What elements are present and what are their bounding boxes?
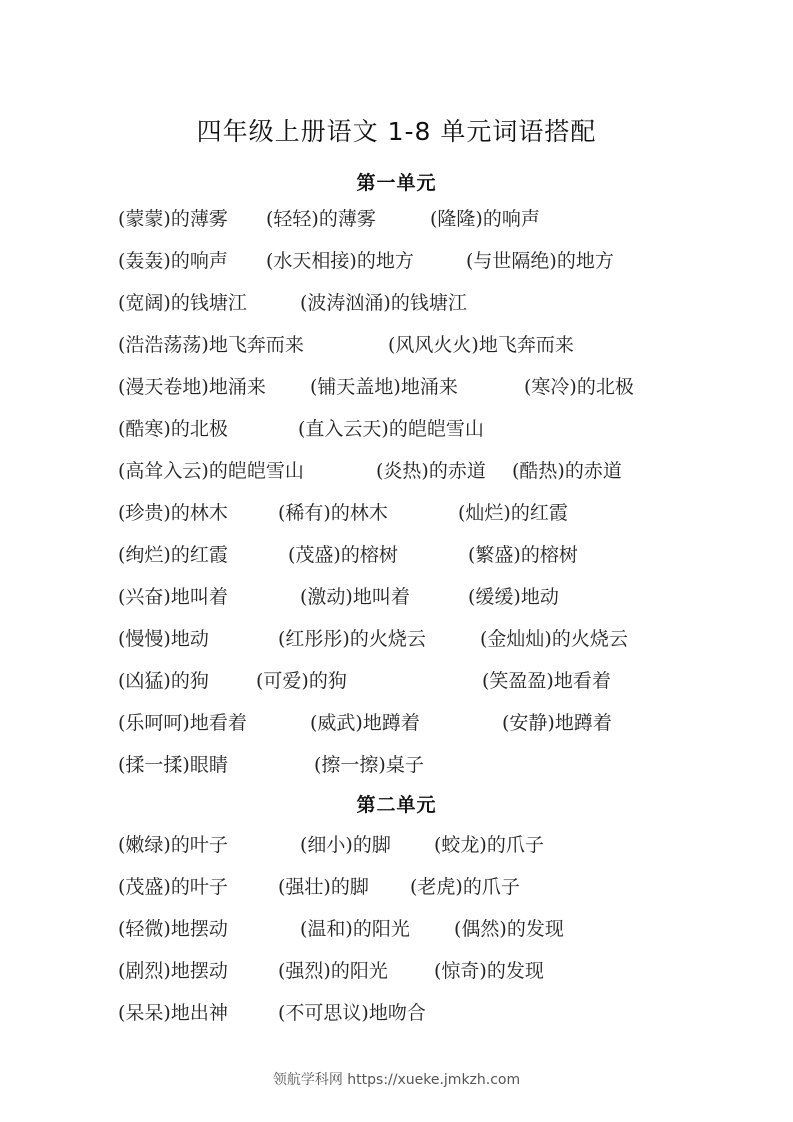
- phrase-row: [118, 956, 718, 986]
- phrase-item: (不可思议)地吻合: [278, 1002, 426, 1024]
- phrase-row: [118, 204, 718, 234]
- phrase-item: (茂盛)的榕树: [288, 544, 398, 566]
- phrase-item: (兴奋)地叫着: [118, 586, 228, 608]
- phrase-row: [118, 372, 718, 402]
- phrase-row: [118, 708, 718, 738]
- phrase-row: [118, 498, 718, 528]
- phrase-row: [118, 330, 718, 360]
- phrase-item: (乐呵呵)地看着: [118, 712, 247, 734]
- phrase-item: (缓缓)地动: [468, 586, 559, 608]
- phrase-row: [118, 830, 718, 860]
- phrase-row: [118, 998, 718, 1028]
- phrase-row: [118, 540, 718, 570]
- phrase-item: (蒙蒙)的薄雾: [118, 208, 228, 230]
- phrase-item: (强壮)的脚: [278, 876, 369, 898]
- phrase-item: (绚烂)的红霞: [118, 544, 228, 566]
- phrase-item: (酷热)的赤道: [512, 460, 622, 482]
- phrase-item: (与世隔绝)的地方: [466, 250, 614, 272]
- phrase-item: (威武)地蹲着: [310, 712, 420, 734]
- phrase-item: (嫩绿)的叶子: [118, 834, 228, 856]
- phrase-item: (强烈)的阳光: [278, 960, 388, 982]
- phrase-item: (轻微)地摆动: [118, 918, 228, 940]
- phrase-item: (珍贵)的林木: [118, 502, 228, 524]
- phrase-item: (轻轻)的薄雾: [266, 208, 376, 230]
- phrase-item: (宽阔)的钱塘江: [118, 292, 247, 314]
- phrase-item: (笑盈盈)地看着: [482, 670, 611, 692]
- phrase-item: (擦一擦)桌子: [314, 754, 424, 776]
- phrase-item: (炎热)的赤道: [376, 460, 486, 482]
- phrase-item: (激动)地叫着: [300, 586, 410, 608]
- page-title: 四年级上册语文 1-8 单元词语搭配: [196, 117, 597, 146]
- phrase-item: (浩浩荡荡)地飞奔而来: [118, 334, 304, 356]
- phrase-row: [118, 624, 718, 654]
- phrase-item: (慢慢)地动: [118, 628, 209, 650]
- phrase-item: (红彤彤)的火烧云: [278, 628, 426, 650]
- phrase-item: (高耸入云)的皑皑雪山: [118, 460, 304, 482]
- phrase-item: (蛟龙)的爪子: [434, 834, 544, 856]
- phrase-row: [118, 914, 718, 944]
- phrase-row: [118, 414, 718, 444]
- phrase-row: [118, 456, 718, 486]
- phrase-item: (剧烈)地摆动: [118, 960, 228, 982]
- phrase-item: (轰轰)的响声: [118, 250, 228, 272]
- phrase-row: [118, 582, 718, 612]
- phrase-item: (灿烂)的红霞: [458, 502, 568, 524]
- phrase-item: (隆隆)的响声: [430, 208, 540, 230]
- phrase-item: (茂盛)的叶子: [118, 876, 228, 898]
- phrase-item: (老虎)的爪子: [410, 876, 520, 898]
- phrase-item: (惊奇)的发现: [434, 960, 544, 982]
- phrase-item: (风风火火)地飞奔而来: [388, 334, 574, 356]
- phrase-item: (水天相接)的地方: [266, 250, 414, 272]
- unit-heading: 第一单元: [356, 172, 437, 194]
- phrase-item: (铺天盖地)地涌来: [310, 376, 458, 398]
- phrase-item: (波涛汹涌)的钱塘江: [300, 292, 467, 314]
- phrase-item: (金灿灿)的火烧云: [480, 628, 628, 650]
- phrase-row: [118, 246, 718, 276]
- phrase-item: (酷寒)的北极: [118, 418, 228, 440]
- phrase-item: (繁盛)的榕树: [468, 544, 578, 566]
- phrase-item: (可爱)的狗: [256, 670, 347, 692]
- phrase-row: [118, 750, 718, 780]
- phrase-item: (偶然)的发现: [454, 918, 564, 940]
- phrase-item: (安静)地蹲着: [502, 712, 612, 734]
- phrase-item: (寒冷)的北极: [524, 376, 634, 398]
- phrase-item: (呆呆)地出神: [118, 1002, 228, 1024]
- phrase-item: (稀有)的林木: [278, 502, 388, 524]
- phrase-row: [118, 288, 718, 318]
- phrase-item: (直入云天)的皑皑雪山: [298, 418, 484, 440]
- phrase-item: (揉一揉)眼睛: [118, 754, 228, 776]
- phrase-item: (细小)的脚: [300, 834, 391, 856]
- unit-heading: 第二单元: [356, 794, 437, 816]
- phrase-row: [118, 872, 718, 902]
- phrase-row: [118, 666, 718, 696]
- phrase-item: (凶猛)的狗: [118, 670, 209, 692]
- page-footer: 领航学科网 https://xueke.jmkzh.com: [272, 1072, 521, 1088]
- phrase-item: (漫天卷地)地涌来: [118, 376, 266, 398]
- phrase-item: (温和)的阳光: [300, 918, 410, 940]
